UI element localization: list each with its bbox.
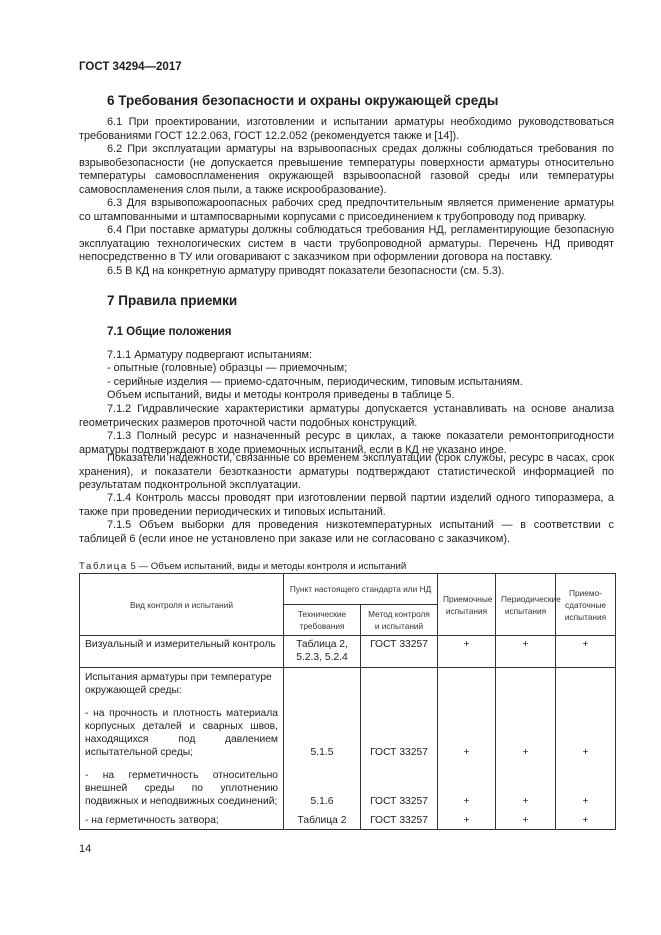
header-control-type: Вид контроля и испытаний: [80, 574, 284, 636]
header-test-method: Метод контроля и испытаний: [361, 605, 438, 636]
cell-method: ГОСТ 33257: [361, 636, 438, 668]
cell-delivery: +: [556, 761, 616, 810]
cell-empty: [284, 668, 361, 700]
paragraph-7-1-4: 7.1.4 Контроль массы проводят при изготовлении первой партии изделий одного типоразмера, а также при проведении периодических и типовых испытаний.: [79, 492, 614, 518]
paragraph-7-1-3-reliability: Показатели надежности, связанные со временем эксплуатации (срок службы, ресурс в часах, срок хранения), и показатели безотказности арматуры подтверждают статистической информацией по результатам подконтрольной эксплуатации.: [79, 452, 614, 492]
paragraph-6-3: 6.3 Для взрывопожароопасных рабочих сред предпочтительным является применение арматуры со штампованными и штампосварными корпусами с присоединением к трубопроводу под приварку.: [79, 197, 614, 223]
cell-method: ГОСТ 33257: [361, 761, 438, 810]
table-row: [80, 668, 616, 700]
table-row: [80, 699, 616, 761]
cell-method: ГОСТ 33257: [361, 810, 438, 830]
paragraph-7-1-1: 7.1.1 Арматуру подвергают испытаниям:: [107, 349, 312, 361]
cell-periodic: +: [496, 810, 556, 830]
list-item: - опытные (головные) образцы — приемочным;: [107, 362, 348, 374]
section-6-title: 6 Требования безопасности и охраны окружающей среды: [107, 93, 499, 108]
paragraph-7-1-3: 7.1.3 Полный ресурс и назначенный ресурс в циклах, а также показатели ремонтопригодности арматуры подтверждают в ходе приемочных испытаний, если в КД не указано иное.: [79, 430, 614, 456]
table-5: [79, 573, 616, 830]
cell-periodic: +: [496, 699, 556, 761]
cell-empty: [438, 668, 496, 700]
table-caption-text: 5 — Объем испытаний, виды и методы контроля и испытаний: [130, 561, 407, 572]
table-row: [80, 636, 616, 668]
cell-delivery: +: [556, 810, 616, 830]
page-number: 14: [79, 843, 92, 855]
cell-acceptance: +: [438, 699, 496, 761]
subsection-7-1-title: 7.1 Общие положения: [107, 326, 232, 338]
cell-description: Визуальный и измерительный контроль: [80, 636, 284, 668]
cell-method: ГОСТ 33257: [361, 699, 438, 761]
paragraph-7-1-1-note: Объем испытаний, виды и методы контроля приведены в таблице 5.: [107, 389, 455, 401]
cell-requirements: 5.1.6: [284, 761, 361, 810]
cell-empty: [361, 668, 438, 700]
cell-description: - на прочность и плотность материала корпусных деталей и сварных швов, находящихся под давлением испытательной среды;: [80, 699, 284, 761]
paragraph-6-2: 6.2 При эксплуатации арматуры на взрывоопасных средах должны соблюдаться требования по взрывобезопасности (не допускается превышение температуры поверхности арматуры относительно температуры самовоспламенения окружающей взрывоопасной газовой среды или температуры самовоспламенения слоя пыли, а также искрообразование).: [79, 143, 614, 196]
standard-header: ГОСТ 34294—2017: [79, 61, 182, 73]
paragraph-6-5: 6.5 В КД на конкретную арматуру приводят показатели безопасности (см. 5.3).: [107, 265, 505, 277]
cell-periodic: +: [496, 761, 556, 810]
cell-acceptance: +: [438, 810, 496, 830]
cell-acceptance: +: [438, 636, 496, 668]
table-row: [80, 810, 616, 830]
paragraph-7-1-2: 7.1.2 Гидравлические характеристики арматуры допускается устанавливать на основе анализа геометрических размеров проточной части подобных конструкций.: [79, 403, 614, 429]
cell-delivery: +: [556, 636, 616, 668]
paragraph-7-1-5: 7.1.5 Объем выборки для проведения низкотемпературных испытаний — в соответствии с таблицей 6 (если иное не установлено при заказе или не согласовано с заказчиком).: [79, 519, 614, 545]
paragraph-6-4: 6.4 При поставке арматуры должны соблюдаться требования НД, регламентирующие безопасную эксплуатацию технологических систем в части трубопроводной арматуры. Перечень НД приводят непосредственно в ТУ или оговаривают с заказчиком при оформлении договора на поставку.: [79, 224, 614, 264]
table-caption: [79, 561, 406, 572]
paragraph-6-1: 6.1 При проектировании, изготовлении и испытании арматуры необходимо руководствоваться требованиями ГОСТ 12.2.063, ГОСТ 12.2.052 (рекомендуется также и [14]).: [79, 116, 614, 142]
header-periodic-tests: Периодические испытания: [496, 574, 556, 636]
table-header-row: [80, 574, 616, 605]
cell-description: Испытания арматуры при температуре окружающей среды:: [80, 668, 284, 700]
cell-requirements: 5.1.5: [284, 699, 361, 761]
header-delivery-tests: Приемо-сдаточные испытания: [556, 574, 616, 636]
cell-description: - на герметичность относительно внешней среды по уплотнению подвижных и неподвижных соединений;: [80, 761, 284, 810]
cell-empty: [556, 668, 616, 700]
cell-acceptance: +: [438, 761, 496, 810]
cell-delivery: +: [556, 699, 616, 761]
cell-periodic: +: [496, 636, 556, 668]
cell-empty: [496, 668, 556, 700]
cell-requirements: Таблица 2, 5.2.3, 5.2.4: [284, 636, 361, 668]
header-clause-group: Пункт настоящего стандарта или НД: [284, 574, 438, 605]
table-caption-word: Таблица: [79, 561, 128, 572]
list-item: - серийные изделия — приемо-сдаточным, периодическим, типовым испытаниям.: [107, 376, 523, 388]
section-7-title: 7 Правила приемки: [107, 293, 238, 308]
cell-requirements: Таблица 2: [284, 810, 361, 830]
header-acceptance-tests: Приемочные испытания: [438, 574, 496, 636]
header-technical-requirements: Технические требования: [284, 605, 361, 636]
cell-description: - на герметичность затвора;: [80, 810, 284, 830]
table-row: [80, 761, 616, 810]
